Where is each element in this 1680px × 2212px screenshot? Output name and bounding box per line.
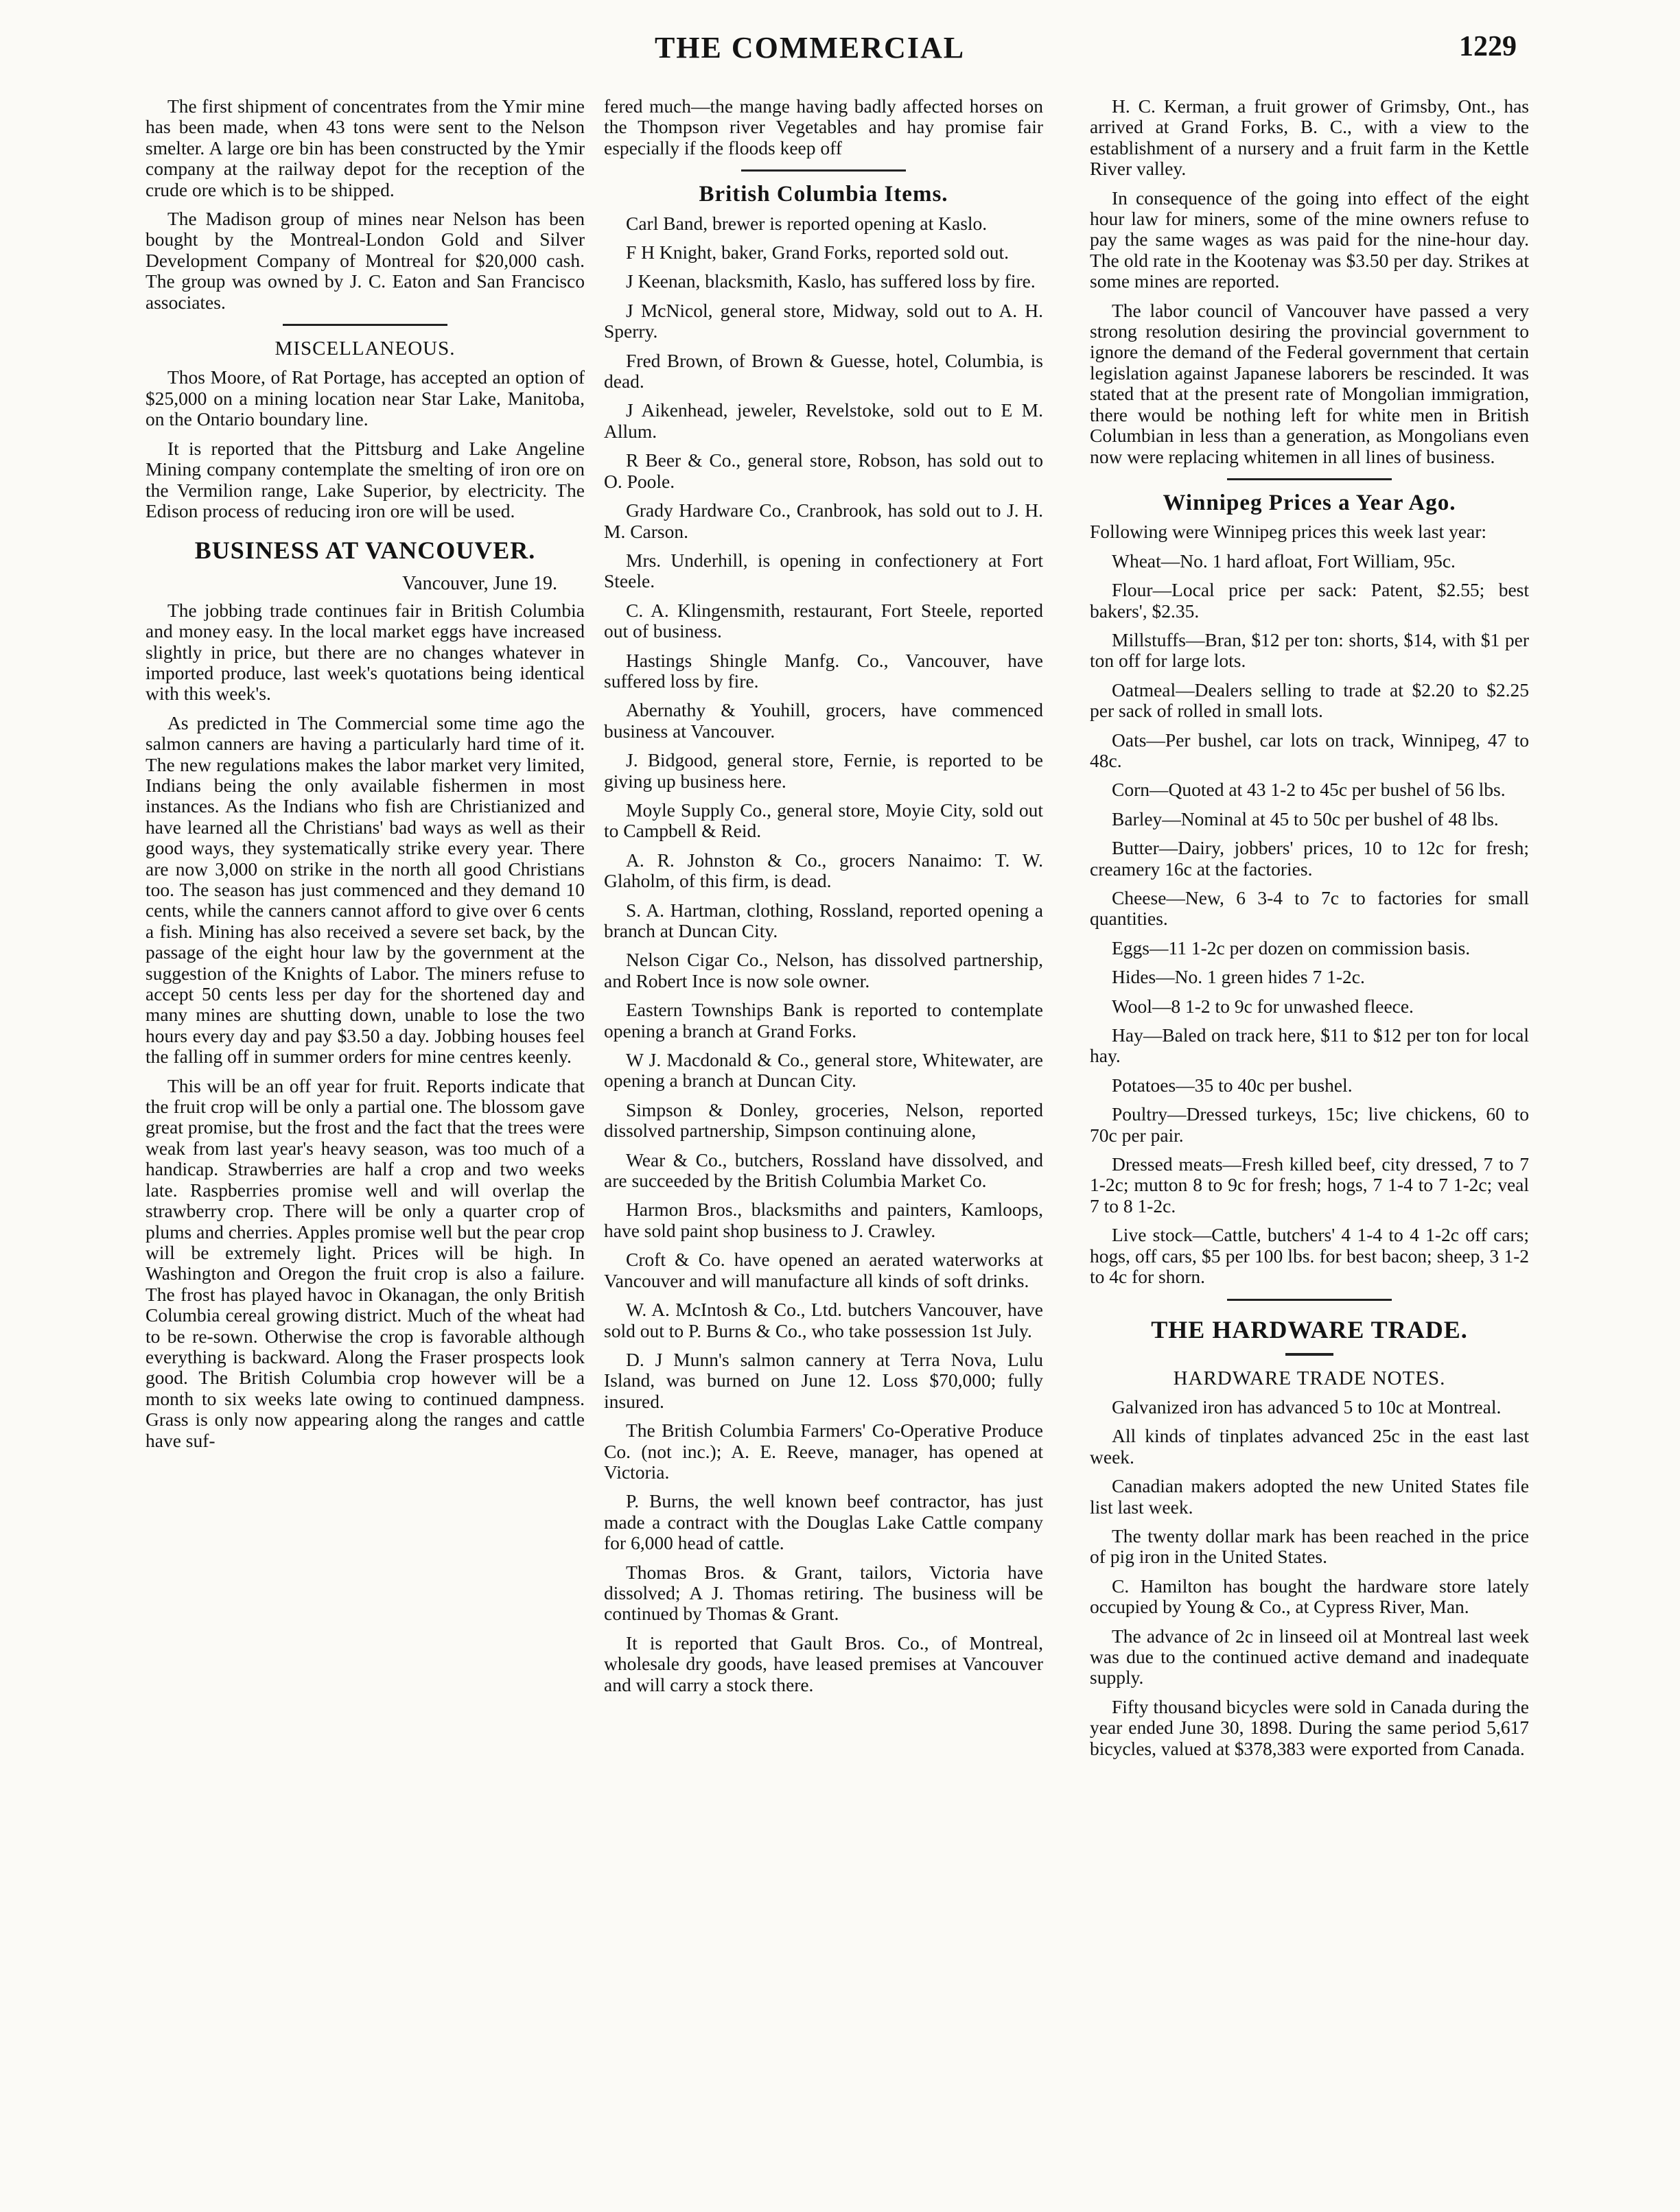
article-paragraph: In consequence of the going into effect of the eight hour law for miners, some of the mine owners refuse to pay the same wages as was paid for the nine-hour day. The old rate in the Kootenay was $3.50 per day. Strikes at some mines are reported. [1090, 187, 1529, 292]
news-item: Moyle Supply Co., general store, Moyie City, sold out to Campbell & Reid. [604, 799, 1043, 842]
news-item: Carl Band, brewer is reported opening at Kaslo. [626, 212, 988, 234]
price-entry: Millstuffs—Bran, $12 per ton: shorts, $14, with $1 per ton off for large lots. [1090, 628, 1529, 672]
news-item: C. A. Klingensmith, restaurant, Fort Steele, reported out of business. [604, 599, 1043, 642]
section-heading-vancouver: BUSINESS AT VANCOUVER. [194, 537, 536, 565]
price-entry: Dressed meats—Fresh killed beef, city dressed, 7 to 7 1-2c; mutton 8 to 9c for fresh; hogs, 7 1-4 to 7 1-2c; veal 7 to 8 1-2c. [1090, 1153, 1529, 1216]
news-item: J McNicol, general store, Midway, sold out to A. H. Sperry. [604, 299, 1043, 342]
subheading-hardware-notes: HARDWARE TRADE NOTES. [1173, 1367, 1446, 1389]
news-item: J. Bidgood, general store, Fernie, is reported to be giving up business here. [604, 749, 1043, 792]
news-item: Simpson & Donley, groceries, Nelson, reported dissolved partnership, Simpson continuing alone, [604, 1098, 1043, 1142]
article-paragraph: Thos Moore, of Rat Portage, has accepted an option of $25,000 on a mining location near Star Lake, Manitoba, on the Ontario boundary line. [145, 366, 585, 430]
news-item: P. Burns, the well known beef contractor, has just made a contract with the Douglas Lake Cattle company for 6,000 head of cattle. [604, 1490, 1043, 1554]
news-item: Eastern Townships Bank is reported to contemplate opening a branch at Grand Forks. [604, 999, 1043, 1042]
price-entry: Wool—8 1-2 to 9c for unwashed fleece. [1112, 995, 1414, 1017]
news-item: Mrs. Underhill, is opening in confectionery at Fort Steele. [604, 549, 1043, 592]
news-item: Croft & Co. have opened an aerated waterworks at Vancouver and will manufacture all kinds of soft drinks. [604, 1249, 1043, 1291]
price-entry: Oatmeal—Dealers selling to trade at $2.20 to $2.25 per sack of rolled in small lots. [1090, 679, 1529, 722]
news-item: F H Knight, baker, Grand Forks, reported sold out. [626, 242, 1009, 263]
price-entry: Hay—Baled on track here, $11 to $12 per ton for local hay. [1090, 1024, 1529, 1067]
page-header [103, 30, 1517, 71]
price-entry: Poultry—Dressed turkeys, 15c; live chickens, 60 to 70c per pair. [1090, 1103, 1529, 1146]
article-paragraph: It is reported that the Pittsburg and Lake Angeline Mining company contemplate the smelting of iron ore on the Vermilion range, Lake Superior, by electricity. The Edison process of reducing iron ore will be used. [145, 437, 585, 521]
running-head: THE COMMERCIAL [654, 31, 966, 64]
column-1 [145, 96, 585, 1459]
section-divider [741, 169, 906, 172]
price-entry: Potatoes—35 to 40c per bushel. [1112, 1074, 1353, 1096]
article-paragraph: This will be an off year for fruit. Reports indicate that the fruit crop will be only a partial one. The blossom gave great promise, but the frost and the fact that the trees were weak from last year's heavy season, was too much of a handicap. Strawberries are half a crop and two weeks late. Raspberries promise well and will overlap the strawberry crop. There will be only a quarter crop of plums and cherries. Apples promise well but the pear crop will be extremely light. Prices will be high. In Washington and Oregon the fruit crop is also a failure. The frost has played havoc in Okanagan, the only British Columbia cereal growing district. Much of the wheat had to be re-sown. Otherwise the crop is favorable although everything is backward. Along the Fraser prospects look good. The British Columbia crop however will be a month to six weeks late owing to continued dampness. Grass is only now appearing along the ranges and cattle have suf- [145, 1074, 585, 1451]
news-item: J Aikenhead, jeweler, Revelstoke, sold out to E M. Allum. [604, 399, 1043, 442]
price-entry: Oats—Per bushel, car lots on track, Winnipeg, 47 to 48c. [1090, 729, 1529, 771]
hardware-note: Canadian makers adopted the new United States file list last week. [1090, 1475, 1529, 1518]
article-paragraph: The jobbing trade continues fair in British Columbia and money easy. In the local market eggs have increased slightly in price, but there are no changes whatever in imported produce, last week's quotations being identical with this week's. [145, 599, 585, 705]
hardware-note: C. Hamilton has bought the hardware store lately occupied by Young & Co., at Cypress River, Man. [1090, 1575, 1529, 1618]
news-item: Wear & Co., butchers, Rossland have dissolved, and are succeeded by the British Columbia Market Co. [604, 1149, 1043, 1192]
price-entry: Barley—Nominal at 45 to 50c per bushel of 48 lbs. [1112, 808, 1499, 830]
dateline: Vancouver, June 19. [402, 573, 557, 595]
news-item: Grady Hardware Co., Cranbrook, has sold out to J. H. M. Carson. [604, 499, 1043, 542]
prices-intro: Following were Winnipeg prices this week last year: [1090, 521, 1487, 543]
news-item: Hastings Shingle Manfg. Co., Vancouver, have suffered loss by fire. [604, 649, 1043, 692]
section-divider [283, 324, 447, 326]
section-heading-winnipeg-prices: Winnipeg Prices a Year Ago. [1163, 490, 1456, 515]
news-item: Thomas Bros. & Grant, tailors, Victoria have dissolved; A J. Thomas retiring. The business will be continued by Thomas & Grant. [604, 1561, 1043, 1625]
hardware-note: The twenty dollar mark has been reached in the price of pig iron in the United States. [1090, 1525, 1529, 1568]
hardware-note: Galvanized iron has advanced 5 to 10c at Montreal. [1112, 1396, 1502, 1417]
section-heading-hardware-trade: THE HARDWARE TRADE. [1151, 1315, 1468, 1343]
news-item: W J. Macdonald & Co., general store, Whitewater, are opening a branch at Duncan City. [604, 1049, 1043, 1092]
column-2 [604, 96, 1043, 1704]
section-divider [1227, 478, 1392, 480]
hardware-note: The advance of 2c in linseed oil at Montreal last week was due to the continued active demand and inadequate supply. [1090, 1625, 1529, 1689]
news-item: S. A. Hartman, clothing, Rossland, reported opening a branch at Duncan City. [604, 899, 1043, 941]
hardware-note: Fifty thousand bicycles were sold in Canada during the year ended June 30, 1898. During the same period 5,617 bicycles, valued at $378,383 were exported from Canada. [1090, 1695, 1529, 1759]
hardware-note: All kinds of tinplates advanced 25c in the east last week. [1090, 1425, 1529, 1468]
article-paragraph: The Madison group of mines near Nelson has been bought by the Montreal-London Gold and Silver Development Company of Montreal for $20,000 cash. The group was owned by J. C. Eaton and San Francisco associates. [145, 208, 585, 313]
article-paragraph: The labor council of Vancouver have passed a very strong resolution desiring the provincial government to ignore the demand of the Federal government that certain legislation against Japanese laborers be rescinded. It was stated that at the present rate of Mongolian immigration, there would be nothing left for white men in British Columbian in less than a generation, as Mongolians even now were replacing whitemen in all lines of business. [1090, 299, 1529, 467]
column-3 [1090, 96, 1529, 1767]
price-entry: Eggs—11 1-2c per dozen on commission basis. [1112, 937, 1471, 958]
price-entry: Cheese—New, 6 3-4 to 7c to factories for small quantities. [1090, 887, 1529, 930]
news-item: D. J Munn's salmon cannery at Terra Nova, Lulu Island, was burned on June 12. Loss $70,000; fully insured. [604, 1348, 1043, 1412]
section-heading-bc-items: British Columbia Items. [699, 182, 948, 207]
news-item: R Beer & Co., general store, Robson, has sold out to O. Poole. [604, 449, 1043, 492]
article-paragraph: The first shipment of concentrates from the Ymir mine has been made, when 43 tons were sent to the Nelson smelter. A large ore bin has been constructed by the Ymir company at the railway depot for the reception of the crude ore which is to be shipped. [145, 95, 585, 200]
price-entry: Butter—Dairy, jobbers' prices, 10 to 12c for fresh; creamery 16c at the factories. [1090, 837, 1529, 880]
news-item: W. A. McIntosh & Co., Ltd. butchers Vancouver, have sold out to P. Burns & Co., who take possession 1st July. [604, 1299, 1043, 1341]
news-item: A. R. Johnston & Co., grocers Nanaimo: T. W. Glaholm, of this firm, is dead. [604, 849, 1043, 892]
article-paragraph: As predicted in The Commercial some time ago the salmon canners are having a particularly hard time of it. The new regulations makes the labor market very limited, Indians being the only available fishermen in most instances. As the Indians who fish are Christianized and have learned all the Christians' bad ways as well as their good ways, they systematically strike every year. There are now 3,000 on strike in the north all good Christians too. The season has just commenced and they demand 10 cents, while the canners cannot afford to give over 6 cents a fish. Mining has also received a severe set back, by the passage of the eight hour law by the government at the suggestion of the Knights of Labor. The miners refuse to accept 50 cents less per day for the shortened day and many mines are shutting down, unable to lose the two hours every day and pay $3.50 a day. Jobbing houses feel the falling off in summer orders for mine centres keenly. [145, 711, 585, 1068]
article-paragraph: fered much—the mange having badly affected horses on the Thompson river Vegetables and hay promise fair especially if the floods keep off [604, 95, 1043, 158]
news-item: Fred Brown, of Brown & Guesse, hotel, Columbia, is dead. [604, 349, 1043, 392]
news-item: J Keenan, blacksmith, Kaslo, has suffered loss by fire. [626, 270, 1036, 292]
price-entry: Flour—Local price per sack: Patent, $2.55; best bakers', $2.35. [1090, 579, 1529, 622]
news-item: Harmon Bros., blacksmiths and painters, Kamloops, have sold paint shop business to J. Crawley. [604, 1199, 1043, 1241]
article-paragraph: H. C. Kerman, a fruit grower of Grimsby, Ont., has arrived at Grand Forks, B. C., with a view to the establishment of a nursery and a fruit farm in the Kettle River valley. [1090, 95, 1529, 180]
news-item: The British Columbia Farmers' Co-Operative Produce Co. (not inc.); A. E. Reeve, manager, has opened at Victoria. [604, 1420, 1043, 1483]
news-item: It is reported that Gault Bros. Co., of Montreal, wholesale dry goods, have leased premises at Vancouver and will carry a stock there. [604, 1632, 1043, 1695]
section-heading-miscellaneous: MISCELLANEOUS. [275, 338, 456, 360]
price-entry: Corn—Quoted at 43 1-2 to 45c per bushel of 56 lbs. [1112, 779, 1506, 801]
section-divider [1227, 1299, 1392, 1301]
news-item: Nelson Cigar Co., Nelson, has dissolved partnership, and Robert Ince is now sole owner. [604, 949, 1043, 991]
news-item: Abernathy & Youhill, grocers, have commenced business at Vancouver. [604, 699, 1043, 742]
page-number: 1229 [1459, 31, 1517, 62]
price-entry: Hides—No. 1 green hides 7 1-2c. [1112, 966, 1365, 988]
section-divider [1285, 1353, 1333, 1356]
price-entry: Wheat—No. 1 hard afloat, Fort William, 95c. [1112, 550, 1456, 572]
price-entry: Live stock—Cattle, butchers' 4 1-4 to 4 1-2c off cars; hogs, off cars, $5 per 100 lbs. for best bacon; sheep, 3 1-2 to 4c for shorn. [1090, 1224, 1529, 1288]
